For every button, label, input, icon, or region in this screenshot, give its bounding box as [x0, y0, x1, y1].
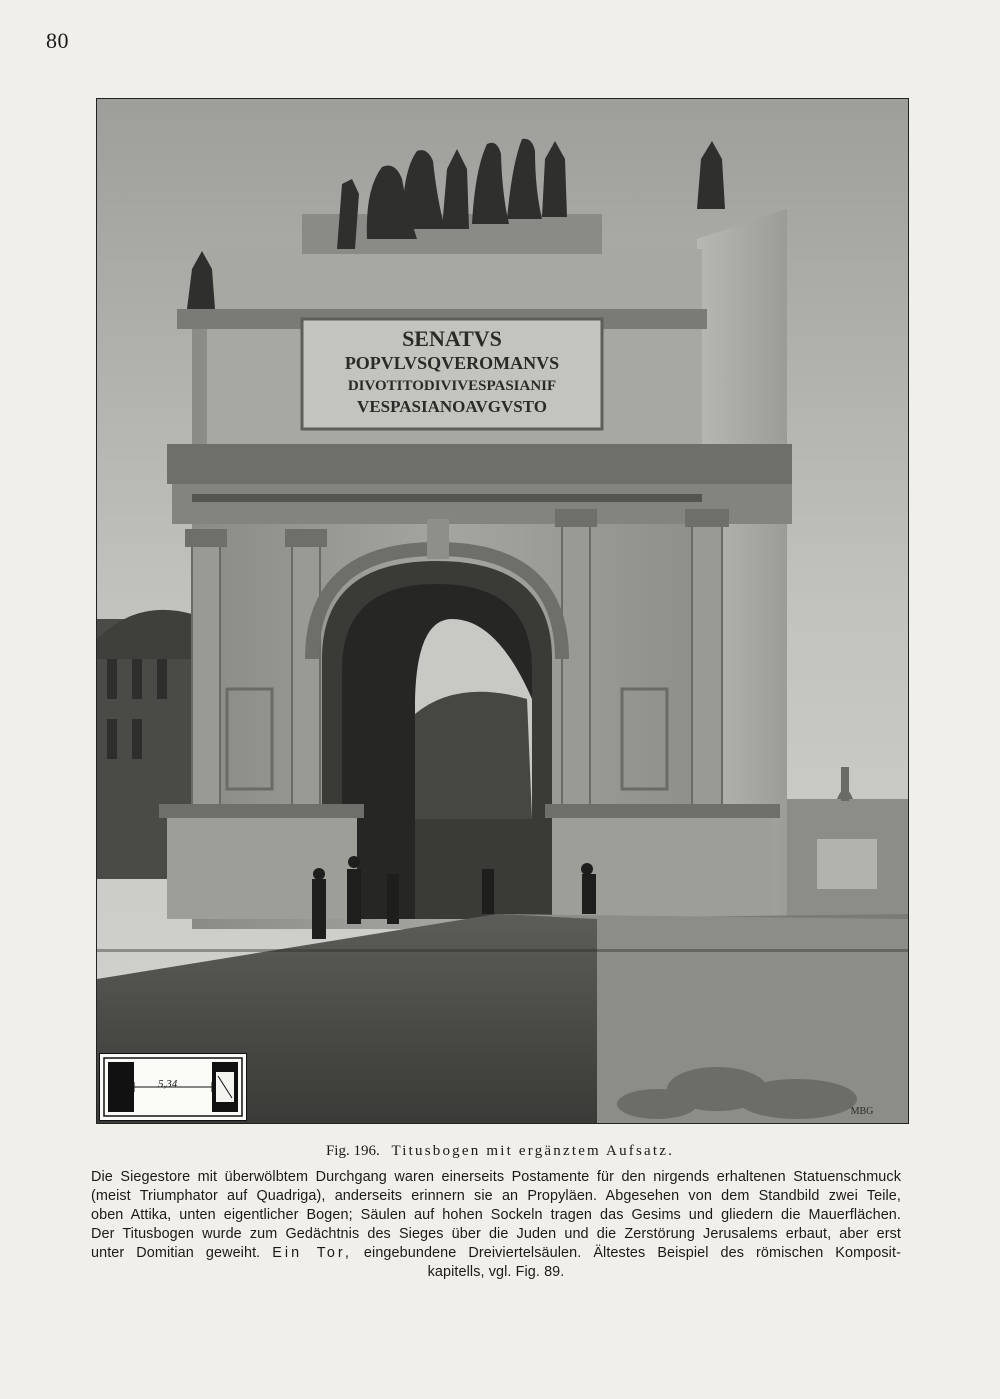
page-number: 80 [46, 28, 69, 53]
figure-caption [0, 1143, 1000, 1160]
figure-label: Fig. 196. [325, 1143, 380, 1159]
paragraph-line: Die Siegestore mit überwölbtem Durchgang waren einerseits Postamente für den nirgends erhaltenen Statuenschmuck [91, 1169, 901, 1185]
inscription-line-1: SENATVS [402, 326, 502, 351]
inscription-line-2: POPVLVSQVEROMANVS [344, 353, 560, 373]
paragraph-line: oben Attika, unten eigentlicher Bogen; Säulen auf hohen Sockeln tragen das Gesims und gliedern die Mauerflächen. [91, 1207, 901, 1223]
paragraph-line: (meist Triumphator auf Quadriga), anderseits erinnern sie an Propyläen. Abgesehen von dem Standbild zwei Teile, [91, 1188, 901, 1204]
plan-scale-label: 5,34 [158, 1078, 178, 1090]
inscription-line-4: VESPASIANOAVGVSTO [357, 397, 547, 416]
ground-plan-inset [99, 1053, 247, 1121]
line-segment: unter Domitian geweiht. [91, 1245, 261, 1261]
paragraph-line: Der Titusbogen wurde zum Gedächtnis des Sieges über die Juden und die Zerstörung Jerusalems erbaut, aber erst [91, 1226, 901, 1242]
paragraph-line: kapitells, vgl. Fig. 89. [427, 1264, 565, 1280]
engraver-monogram: MBG [850, 1106, 874, 1117]
figure-title: Titusbogen mit ergänztem Aufsatz. [391, 1143, 675, 1159]
line-segment: eingebundene Dreiviertelsäulen. Ältestes Beispiel des römischen Komposit- [363, 1245, 901, 1261]
body-paragraph [91, 1168, 901, 1282]
paragraph-line [91, 1244, 901, 1263]
inscription-line-3: DIVOTITODIVIVESPASIANIF [347, 378, 557, 394]
arch-of-titus-photo [96, 98, 909, 1124]
emphasized-text: Ein Tor, [272, 1245, 352, 1261]
